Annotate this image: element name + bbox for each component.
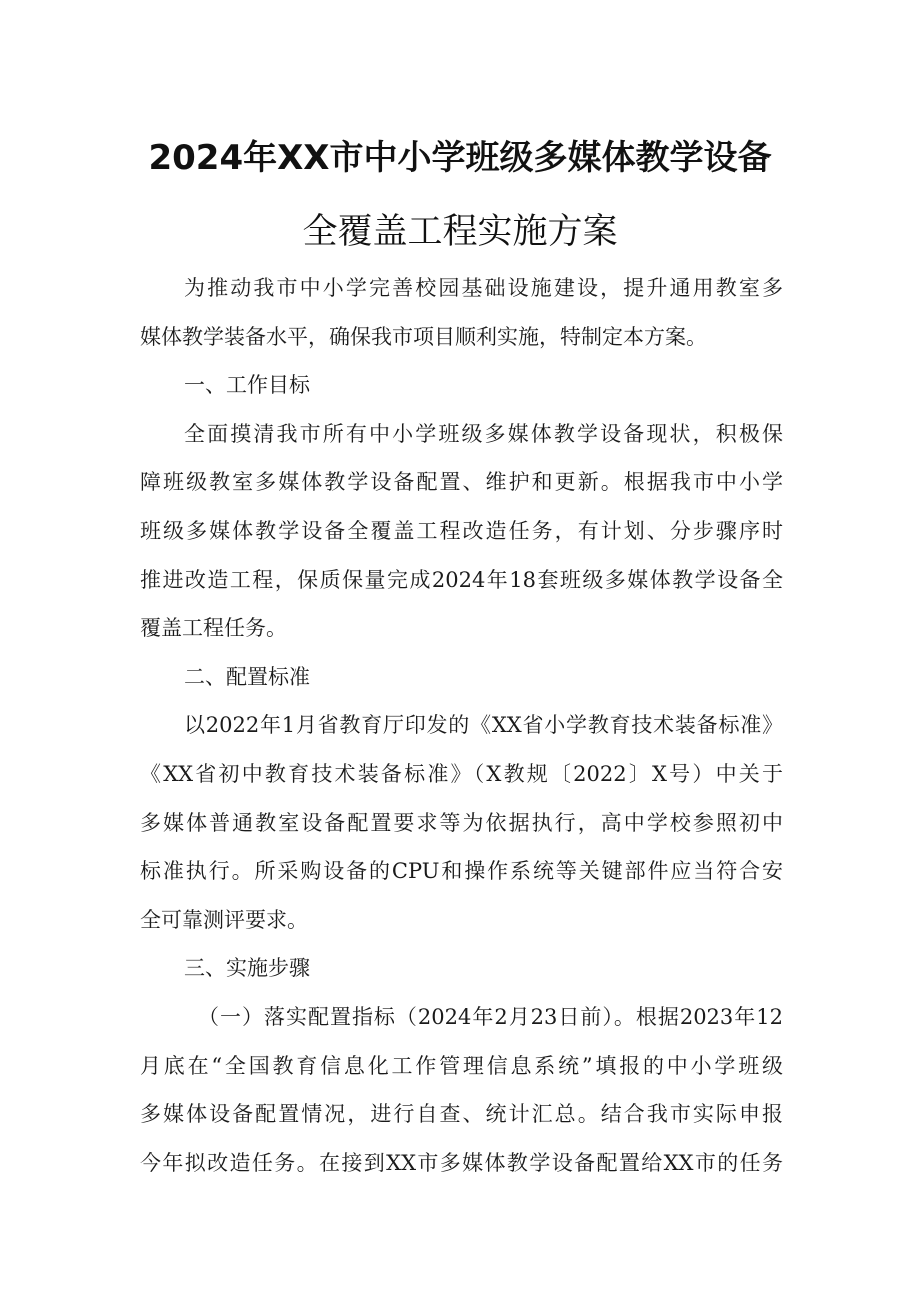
body-line-16: （一）落实配置指标（2024年2月23日前）。根据2023年12 [198,1004,783,1029]
document-title-line-2: 全覆盖工程实施方案 [302,212,618,252]
body-line-7: 推进改造工程，保质保量完成2024年18套班级多媒体教学设备全 [140,567,783,592]
section-heading-standards: 二、配置标准 [184,664,310,689]
body-line-17: 月底在“全国教育信息化工作管理信息系统”填报的中小学班级 [140,1053,783,1078]
document-title-line-1: 2024年XX市中小学班级多媒体教学设备 [148,138,772,178]
section-heading-goals: 一、工作目标 [184,373,310,398]
body-line-19: 今年拟改造任务。在接到XX市多媒体教学设备配置给XX市的任务 [140,1150,783,1175]
body-line-13: 标准执行。所采购设备的CPU和操作系统等关键部件应当符合安 [140,859,783,884]
section-heading-steps: 三、实施步骤 [184,956,310,981]
body-line-11: 《XX省初中教育技术装备标准》（X教规〔2022〕X号）中关于 [140,761,783,786]
body-line-8: 覆盖工程任务。 [140,616,287,641]
body-line-12: 多媒体普通教室设备配置要求等为依据执行，高中学校参照初中 [140,810,783,835]
body-line-6: 班级多媒体教学设备全覆盖工程改造任务，有计划、分步骤序时 [140,518,783,543]
body-line-10: 以2022年1月省教育厅印发的《XX省小学教育技术装备标准》 [184,713,783,738]
body-line-5: 障班级教室多媒体教学设备配置、维护和更新。根据我市中小学 [140,470,783,495]
body-line-2: 媒体教学装备水平，确保我市项目顺利实施，特制定本方案。 [140,324,707,349]
body-line-4: 全面摸清我市所有中小学班级多媒体教学设备现状，积极保 [184,421,783,446]
body-line-14: 全可靠测评要求。 [140,907,308,932]
body-line-1: 为推动我市中小学完善校园基础设施建设，提升通用教室多 [184,276,783,300]
document-body [140,264,783,1187]
body-line-18: 多媒体设备配置情况，进行自查、统计汇总。结合我市实际申报 [140,1102,783,1127]
